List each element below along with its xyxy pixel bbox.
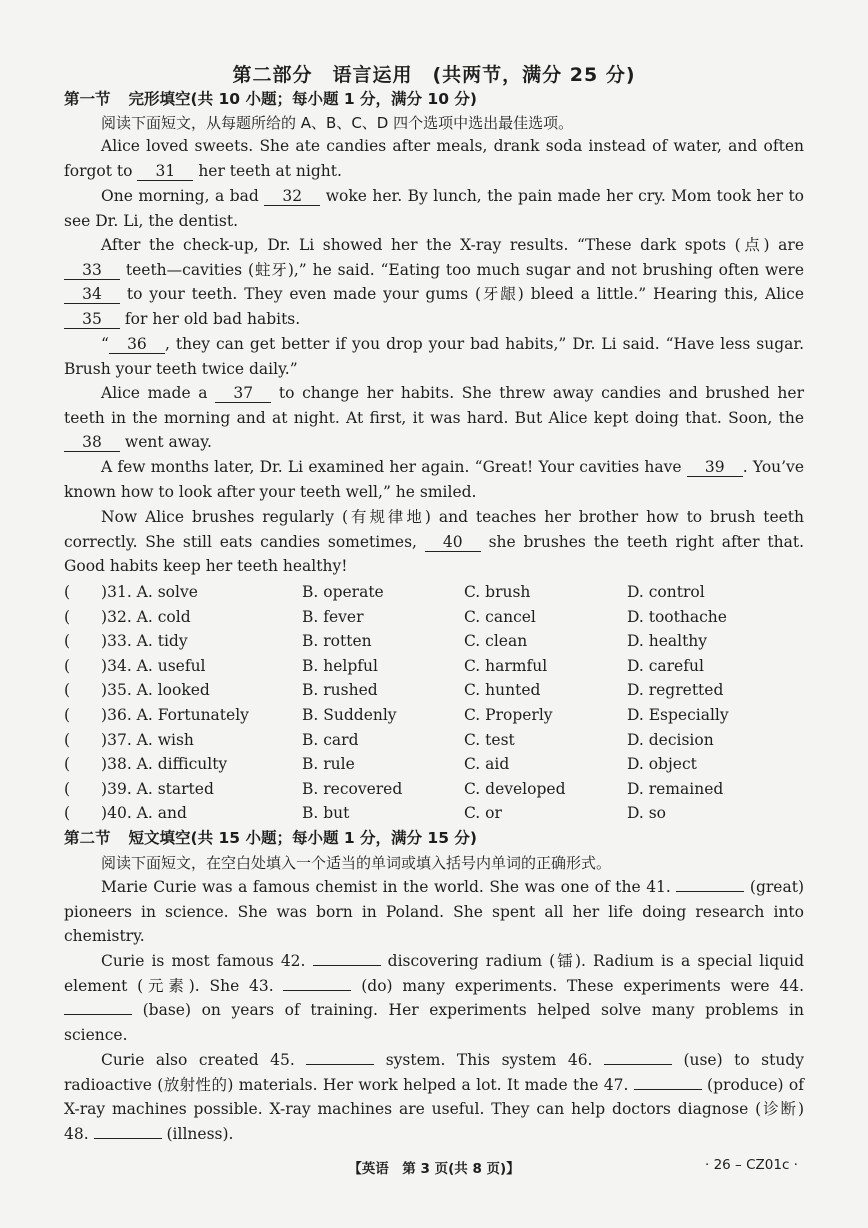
option-row	[64, 678, 804, 703]
option-b[interactable]: B. Suddenly	[302, 705, 397, 724]
answer-blank[interactable]	[306, 1064, 374, 1065]
answer-blank[interactable]: 38	[64, 433, 120, 452]
option-d[interactable]: D. decision	[627, 730, 714, 749]
option-c[interactable]: C. test	[464, 730, 515, 749]
answer-blank[interactable]: 31	[137, 162, 193, 181]
option-c[interactable]: C. aid	[464, 755, 510, 774]
option-d[interactable]: D. Especially	[627, 705, 729, 724]
option-b[interactable]: B. fever	[302, 607, 364, 626]
section2-instruction	[64, 851, 804, 876]
answer-bracket-and-option-a[interactable]: ( )32. A. cold	[64, 607, 191, 626]
answer-blank[interactable]	[64, 1014, 132, 1015]
instruction-text: 阅读下面短文，从每题所给的 A、B、C、D 四个选项中选出最佳选项。	[101, 114, 574, 132]
option-row	[64, 728, 804, 753]
option-row	[64, 777, 804, 802]
option-c[interactable]: C. hunted	[464, 681, 541, 700]
answer-blank[interactable]: 37	[215, 384, 271, 403]
answer-bracket-and-option-a[interactable]: ( )31. A. solve	[64, 583, 198, 601]
answer-blank[interactable]: 40	[425, 533, 481, 552]
option-d[interactable]: D. careful	[627, 656, 704, 675]
option-b[interactable]: B. card	[302, 730, 359, 749]
cloze-paragraph-1: Alice loved sweets. She ate candies after meals, drank soda instead of water, and often forgot to 31 her teeth at night.	[64, 137, 804, 180]
answer-bracket-and-option-a[interactable]: ( )34. A. useful	[64, 656, 206, 675]
option-row	[64, 801, 804, 826]
section2-title: 短文填空(共 15 小题；每小题 1 分，满分 15 分)	[128, 829, 477, 847]
section1-heading	[64, 87, 477, 109]
option-row	[64, 605, 804, 630]
option-row	[64, 703, 804, 728]
option-c[interactable]: C. developed	[464, 779, 566, 798]
instruction-text: 阅读下面短文，在空白处填入一个适当的单词或填入括号内单词的正确形式。	[101, 854, 612, 872]
option-d[interactable]: D. control	[627, 583, 705, 601]
cloze-paragraph-7: Now Alice brushes regularly (有规律地) and teaches her brother how to brush teeth correctly. She still eats candies sometimes, 40 she brushes the teeth right after that. Good habits keep her teeth healthy!	[64, 508, 804, 576]
answer-blank[interactable]: 34	[64, 285, 120, 304]
answer-bracket-and-option-a[interactable]: ( )37. A. wish	[64, 730, 194, 749]
section1-instruction	[64, 111, 804, 136]
answer-bracket-and-option-a[interactable]: ( )39. A. started	[64, 779, 214, 798]
answer-blank[interactable]	[604, 1064, 672, 1065]
answer-bracket-and-option-a[interactable]: ( )38. A. difficulty	[64, 755, 228, 774]
answer-bracket-and-option-a[interactable]: ( )35. A. looked	[64, 681, 210, 700]
option-d[interactable]: D. so	[627, 804, 667, 823]
option-row	[64, 752, 804, 777]
option-d[interactable]: D. toothache	[627, 607, 727, 626]
options-list	[64, 580, 804, 826]
paper-code: · 26 – CZ01c ·	[705, 1157, 798, 1173]
option-d[interactable]: D. regretted	[627, 681, 724, 700]
cloze-paragraph-3: After the check-up, Dr. Li showed her the X-ray results. “These dark spots (点) are 33 teeth—cavities (蛀牙),” he said. “Eating too much sugar and not brushing often were 34 to your teeth. They even made your gums (牙龈) bleed a little.” Hearing this, Alice 35 for her old bad habits.	[64, 233, 804, 331]
answer-blank[interactable]	[634, 1089, 702, 1090]
option-row	[64, 654, 804, 679]
cloze-paragraph-6: A few months later, Dr. Li examined her again. “Great! Your cavities have 39 . You’ve known how to look after your teeth well,” he smiled.	[64, 458, 804, 501]
option-b[interactable]: B. recovered	[302, 779, 403, 798]
answer-blank[interactable]: 33	[64, 261, 120, 280]
option-d[interactable]: D. object	[627, 755, 697, 774]
option-d[interactable]: D. healthy	[627, 632, 708, 651]
option-b[interactable]: B. rotten	[302, 632, 372, 651]
answer-blank[interactable]	[313, 965, 381, 966]
option-d[interactable]: D. remained	[627, 779, 724, 798]
option-row	[64, 580, 804, 605]
answer-blank[interactable]	[676, 891, 744, 892]
option-c[interactable]: C. Properly	[464, 705, 553, 724]
answer-blank[interactable]	[94, 1138, 162, 1139]
option-b[interactable]: B. but	[302, 804, 350, 823]
cloze-paragraph-2: One morning, a bad 32 woke her. By lunch, the pain made her cry. Mom took her to see Dr. Li, the dentist.	[64, 187, 805, 230]
fill-paragraph-3: Curie also created 45. system. This system 46. (use) to study radioactive (放射性的) materials. Her work helped a lot. It made the 47. (produce) of X-ray machines possible. X-ray machines are useful. They can help doctors diagnose (诊断) 48. (illness).	[64, 1051, 804, 1143]
option-row	[64, 629, 804, 654]
cloze-paragraph-4: “ 36 , they can get better if you drop your bad habits,” Dr. Li said. “Have less sugar. Brush your teeth twice daily.”	[64, 335, 804, 378]
section2-number: 第二节	[64, 829, 111, 847]
option-b[interactable]: B. rule	[302, 755, 355, 774]
option-c[interactable]: C. brush	[464, 583, 531, 601]
fill-paragraph-2: Curie is most famous 42. discovering radium (镭). Radium is a special liquid element (元素). She 43. (do) many experiments. These experiments were 44. (base) on years of training. Her experiments helped solve many problems in science.	[64, 952, 804, 1044]
answer-blank[interactable]: 36	[109, 335, 165, 354]
cloze-paragraph-5: Alice made a 37 to change her habits. She threw away candies and brushed her teeth in the morning and at night. At first, it was hard. But Alice kept doing that. Soon, the 38 went away.	[64, 384, 804, 452]
option-c[interactable]: C. or	[464, 804, 502, 823]
answer-bracket-and-option-a[interactable]: ( )40. A. and	[64, 804, 187, 823]
option-c[interactable]: C. cancel	[464, 607, 536, 626]
fill-paragraph-1: Marie Curie was a famous chemist in the world. She was one of the 41. (great) pioneers in science. She was born in Poland. She spent all her life doing research into chemistry.	[64, 878, 804, 946]
answer-blank[interactable]: 35	[64, 310, 120, 329]
option-c[interactable]: C. harmful	[464, 656, 548, 675]
section1-number: 第一节	[64, 90, 111, 108]
page-footer: 【英语 第 3 页(共 8 页)】	[348, 1161, 520, 1177]
answer-blank[interactable]	[283, 990, 351, 991]
answer-bracket-and-option-a[interactable]: ( )33. A. tidy	[64, 632, 188, 651]
option-b[interactable]: B. rushed	[302, 681, 378, 700]
option-b[interactable]: B. helpful	[302, 656, 378, 675]
part-title: 第二部分 语言运用 (共两节，满分 25 分)	[232, 64, 636, 86]
answer-bracket-and-option-a[interactable]: ( )36. A. Fortunately	[64, 705, 249, 724]
section2-heading	[64, 826, 477, 848]
option-c[interactable]: C. clean	[464, 632, 528, 651]
answer-blank[interactable]: 39	[687, 458, 743, 477]
section1-title: 完形填空(共 10 小题；每小题 1 分，满分 10 分)	[128, 90, 477, 108]
answer-blank[interactable]: 32	[264, 187, 320, 206]
option-b[interactable]: B. operate	[302, 583, 384, 601]
